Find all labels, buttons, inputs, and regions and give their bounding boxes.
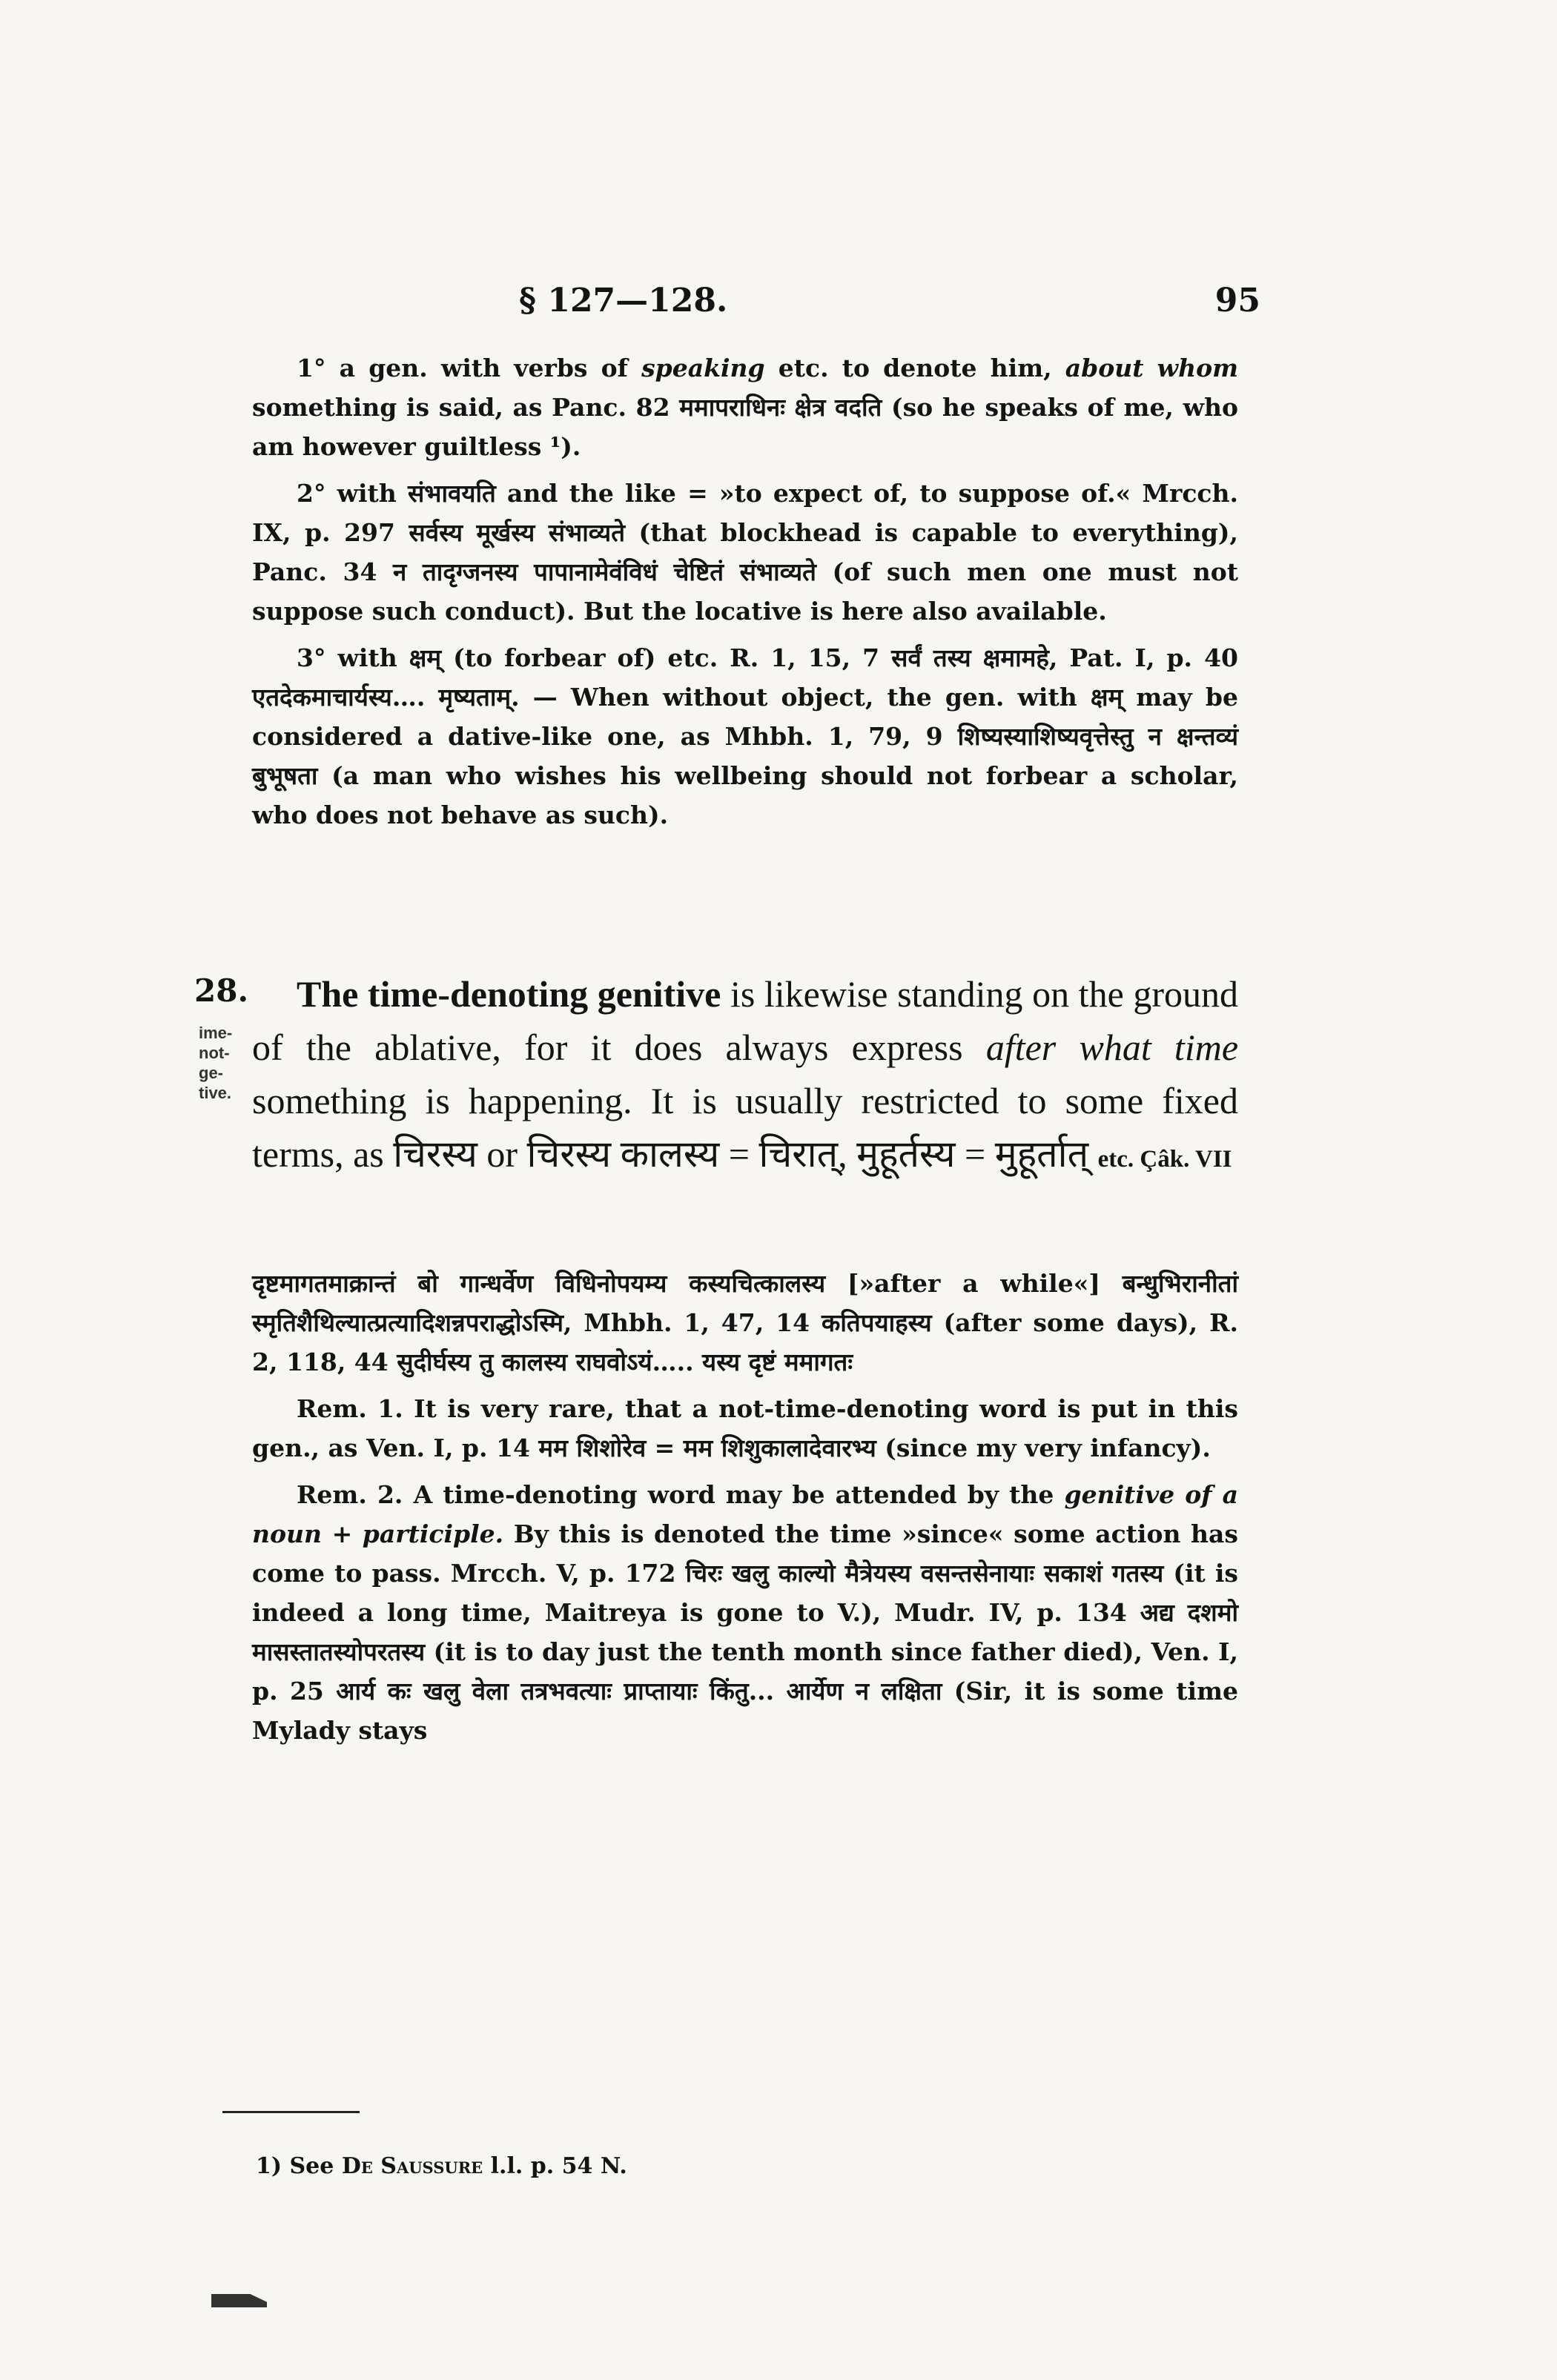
section-number: 28.	[194, 972, 249, 1009]
margin-note: ime- not- ge- tive.	[199, 1024, 233, 1102]
section-range: § 127—128.	[519, 282, 728, 319]
footnote: 1) See De Saussure l.l. p. 54 N.	[256, 2153, 627, 2179]
scan-artifact	[211, 2294, 267, 2307]
paragraph-speaking: 1° a gen. with verbs of speaking etc. to denote him, about whom something is said, as Panc. 82 ममापराधिनः क्षेत्र वदति (so he speaks of me, who am however guiltless ¹).	[252, 354, 1239, 461]
lower-text-block	[252, 1264, 1238, 1757]
page-number: 95	[1214, 282, 1260, 319]
paragraph-examples: दृष्टमागतमाक्रान्तं बो गान्धर्वेण विधिनोपयम्य कस्यचित्कालस्य [»after a while«] बन्धुभिरानीतां स्मृतिशैथिल्यात्प्रत्यादिशन्नपराद्धोऽस्मि, Mhbh. 1, 47, 14 कतिपयाहस्य (after some days), R. 2, 118, 44 सुदीर्घस्य तु कालस्य राघवोऽयं….. यस्य दृष्टं ममागतः	[252, 1269, 1238, 1376]
upper-text-block	[252, 348, 1238, 842]
footnote-divider	[222, 2111, 360, 2113]
page-header	[237, 282, 1260, 334]
paragraph-forbear: 3° with क्षम् (to forbear of) etc. R. 1, 15, 7 सर्वं तस्य क्षमामहे, Pat. I, p. 40 एतदेकमाचार्यस्य…. मृष्यताम्. — When without object, the gen. with क्षम् may be considered a dative-like one, as Mhbh. 1, 79, 9 शिष्यस्याशिष्यवृत्तेस्तु न क्षन्तव्यं बुभूषता (a man who wishes his wellbeing should not forbear a scholar, who does not behave as such).	[252, 643, 1238, 829]
paragraph-expect: 2° with संभावयति and the like = »to expect of, to suppose of.« Mrcch. IX, p. 297 सर्वस्य मूर्खस्य संभाव्यते (that blockhead is capable to everything), Panc. 34 न तादृग्जनस्य पापानामेवंविधं चेष्टितं संभाव्यते (of such men one must not suppose such conduct). But the locative is here also available.	[252, 479, 1238, 626]
remark-2: Rem. 2. A time-denoting word may be attended by the genitive of a noun + participle. By this is denoted the time »since« some action has come to pass. Mrcch. V, p. 172 चिरः खलु काल्यो मैत्रेयस्य वसन्तसेनायाः सकाशं गतस्य (it is indeed a long time, Maitreya is gone to V.), Mudr. IV, p. 134 अद्य दशमो मासस्तातस्योपरतस्य (it is to day just the tenth month since father died), Ven. I, p. 25 आर्य कः खलु वेला तत्रभवत्याः प्राप्तायाः किंतु... आर्येण न लक्षिता (Sir, it is some time Mylady stays	[252, 1480, 1238, 1745]
section-128-text	[252, 967, 1238, 1186]
remark-1: Rem. 1. It is very rare, that a not-time-denoting word is put in this gen., as Ven. I, p. 14 मम शिशोरेव = मम शिशुकालादेवारभ्य (since my very infancy).	[252, 1394, 1238, 1462]
paragraph-time-genitive: The time-denoting genitive is likewise standing on the ground of the ablative, for it does always express after what time something is happening. It is usually restricted to some fixed terms, as चिरस्य or चिरस्य कालस्य = चिरात्, मुहूर्तस्य = मुहूर्तात् etc. Çâk. VII	[252, 973, 1239, 1175]
